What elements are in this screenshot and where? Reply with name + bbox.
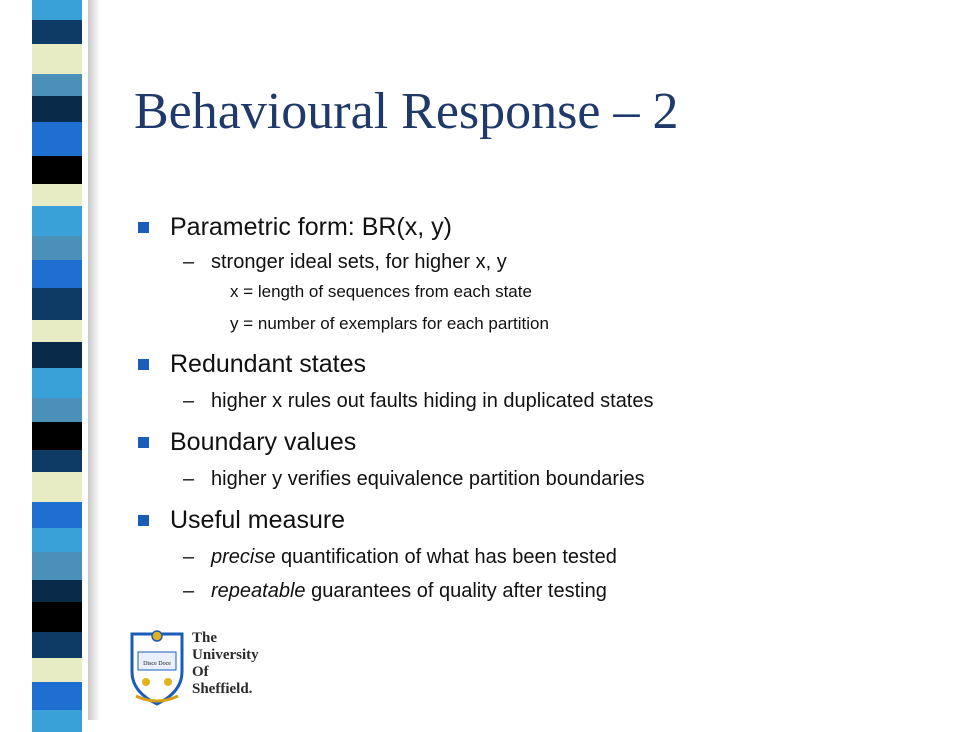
stripe-block <box>32 368 82 398</box>
bullet-item <box>138 427 938 457</box>
stripe-block <box>32 236 82 260</box>
dash-marker: – <box>183 251 195 273</box>
bullet-item <box>138 212 938 242</box>
square-bullet-icon <box>138 359 149 370</box>
stripe-block <box>32 602 82 632</box>
emphasis-text: precise <box>211 546 276 568</box>
slide-title: Behavioural Response – 2 <box>134 83 679 140</box>
sub-item <box>183 579 938 603</box>
dash-marker: – <box>183 580 195 602</box>
slide-content <box>138 212 938 603</box>
stripe-block <box>32 422 82 450</box>
stripe-block <box>32 206 82 236</box>
bullet-text: Parametric form: BR(x, y) <box>170 213 452 241</box>
stripe-block <box>32 658 82 682</box>
stripe-block <box>32 472 82 502</box>
dash-marker: – <box>183 546 195 568</box>
sub-sub-item: y = number of exemplars for each partition <box>230 314 549 333</box>
stripe-block <box>32 0 82 20</box>
university-name <box>192 630 259 698</box>
stripe-block <box>32 288 82 320</box>
stripe-block <box>32 320 82 342</box>
sub-item <box>183 467 938 491</box>
stripe-block <box>32 44 82 74</box>
dash-marker: – <box>183 468 195 490</box>
sub-text <box>211 579 607 603</box>
sub-text: stronger ideal sets, for higher x, y <box>211 251 507 273</box>
stripe-block <box>32 632 82 658</box>
sub-sub-item: x = length of sequences from each state <box>230 282 532 301</box>
sub-item <box>183 250 938 274</box>
square-bullet-icon <box>138 515 149 526</box>
square-bullet-icon <box>138 222 149 233</box>
square-bullet-icon <box>138 437 149 448</box>
stripe-block <box>32 184 82 206</box>
logo-line: University <box>192 647 259 663</box>
sub-text: higher y verifies equivalence partition boundaries <box>211 468 645 490</box>
bullet-text: Useful measure <box>170 506 346 534</box>
stripe-block <box>32 552 82 580</box>
crest-icon <box>126 628 188 708</box>
bullet-item <box>138 349 938 379</box>
crest-book-text: Disce Doce <box>143 661 171 667</box>
bullet-text: Boundary values <box>170 428 357 456</box>
bullet-text: Redundant states <box>170 350 366 378</box>
sub-text <box>211 545 617 569</box>
stripe-shadow <box>88 0 100 720</box>
stripe-block <box>32 502 82 528</box>
sub-text-rest: quantification of what has been tested <box>275 546 617 568</box>
logo-line: Of <box>192 664 209 680</box>
stripe-block <box>32 710 82 732</box>
stripe-block <box>32 74 82 96</box>
stripe-block <box>32 20 82 44</box>
sub-text-rest: guarantees of quality after testing <box>305 580 607 602</box>
stripe-block <box>32 450 82 472</box>
emphasis-text: repeatable <box>211 580 306 602</box>
sub-text: higher x rules out faults hiding in duplicated states <box>211 390 654 412</box>
logo-line: The <box>192 630 218 646</box>
stripe-block <box>32 156 82 184</box>
stripe-block <box>32 528 82 552</box>
stripe-block <box>32 580 82 602</box>
sub-item <box>183 545 938 569</box>
stripe-block <box>32 398 82 422</box>
dash-marker: – <box>183 390 195 412</box>
stripe-block <box>32 260 82 288</box>
stripe-block <box>32 342 82 368</box>
stripe-block <box>32 122 82 156</box>
sub-item <box>183 389 938 413</box>
university-logo <box>126 628 276 708</box>
stripe-block <box>32 682 82 710</box>
decorative-stripe-bar <box>0 0 108 720</box>
logo-line: Sheffield. <box>192 681 253 697</box>
stripe-block <box>32 96 82 122</box>
bullet-item <box>138 505 938 535</box>
